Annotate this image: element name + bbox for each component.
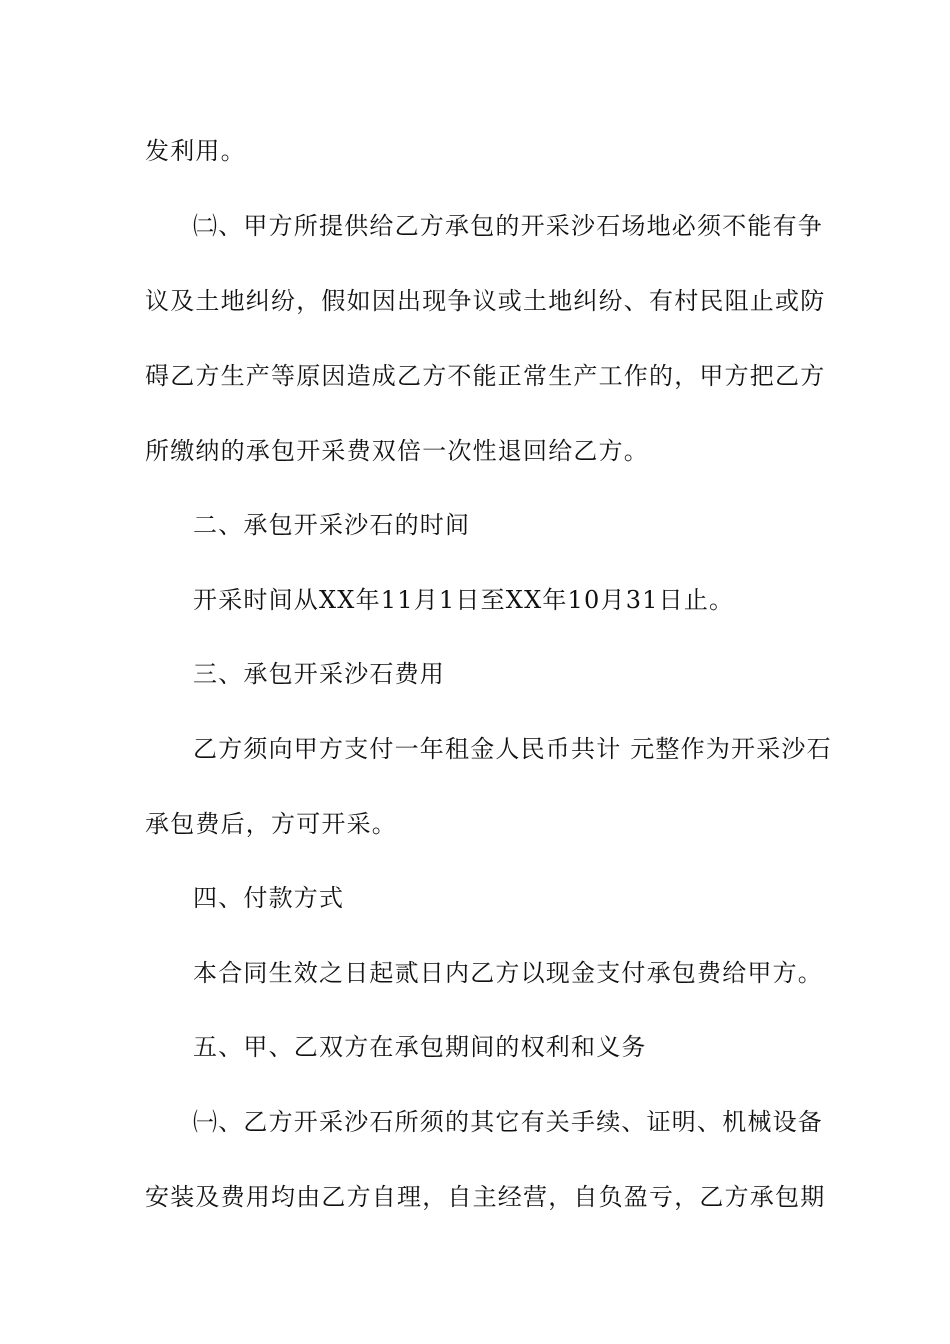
section-heading-2: 二、承包开采沙石的时间 bbox=[193, 511, 471, 539]
paragraph-line: 开采时间从XX年11月1日至XX年10月31日止。 bbox=[193, 586, 735, 614]
section-heading-4: 四、付款方式 bbox=[193, 884, 345, 912]
clause-1-line: ㈠、乙方开采沙石所须的其它有关手续、证明、机械设备 bbox=[193, 1108, 823, 1136]
paragraph-line: 碍乙方生产等原因造成乙方不能正常生产工作的，甲方把乙方 bbox=[145, 362, 826, 390]
paragraph-line: 本合同生效之日起贰日内乙方以现金支付承包费给甲方。 bbox=[193, 959, 823, 987]
paragraph-line: 发利用。 bbox=[145, 137, 246, 165]
section-heading-5: 五、甲、乙双方在承包期间的权利和义务 bbox=[193, 1033, 647, 1061]
paragraph-line: 议及土地纠纷，假如因出现争议或土地纠纷、有村民阻止或防 bbox=[145, 287, 826, 315]
paragraph-line: 承包费后，方可开采。 bbox=[145, 810, 397, 838]
paragraph-line: 乙方须向甲方支付一年租金人民币共计 元整作为开采沙石 bbox=[193, 735, 832, 763]
paragraph-line: 所缴纳的承包开采费双倍一次性退回给乙方。 bbox=[145, 437, 649, 465]
paragraph-line: 安装及费用均由乙方自理，自主经营，自负盈亏，乙方承包期 bbox=[145, 1183, 826, 1211]
clause-2-line: ㈡、甲方所提供给乙方承包的开采沙石场地必须不能有争 bbox=[193, 212, 823, 240]
section-heading-3: 三、承包开采沙石费用 bbox=[193, 660, 445, 688]
